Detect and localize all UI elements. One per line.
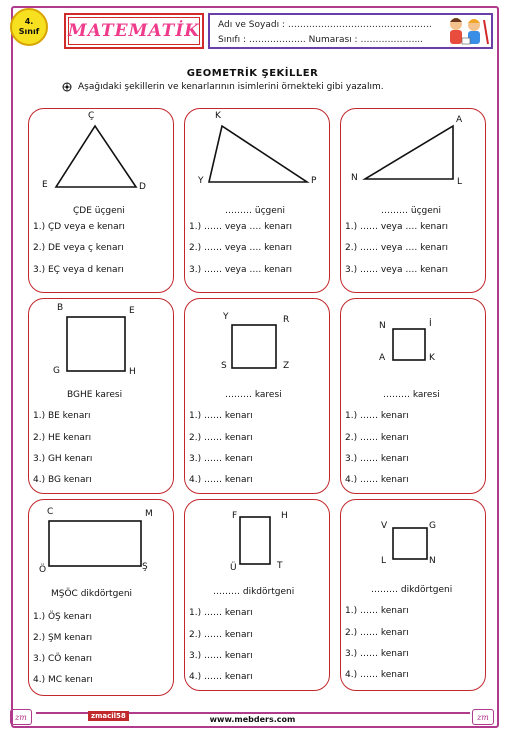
vertex-label: C	[47, 507, 54, 517]
class-line: Sınıfı : ………………. Numarası : ………………...	[218, 35, 424, 45]
instruction	[62, 82, 384, 92]
card-triangle-cde	[28, 108, 174, 293]
edge-line: 2.) HE kenarı	[33, 433, 92, 443]
edge-line: 1.) …… veya …. kenarı	[189, 222, 292, 232]
edge-line: 2.) …… kenarı	[345, 433, 409, 443]
square-yrsz-shape	[185, 299, 331, 389]
shape-name: ÇDE üçgeni	[73, 206, 125, 216]
square-bghe-shape	[29, 299, 175, 389]
instruction-text: Aşağıdaki şekillerin ve kenarlarının isimlerini örnekteki gibi yazalım.	[78, 82, 384, 92]
card-square-bghe	[28, 298, 174, 494]
shape-name: ……… dikdörtgeni	[371, 585, 453, 595]
edge-line: 1.) …… kenarı	[189, 608, 253, 618]
vertex-label: M	[145, 509, 153, 519]
kids-illustration-icon	[440, 14, 492, 48]
card-square-yrsz	[184, 298, 330, 494]
vertex-label: G	[53, 366, 60, 376]
author-tag: zmacil58	[88, 711, 129, 721]
vertex-label: A	[379, 353, 386, 363]
triangle-cde-shape	[29, 109, 175, 209]
card-triangle-kyp	[184, 108, 330, 293]
vertex-label: N	[429, 556, 436, 566]
edge-line: 3.) …… veya …. kenarı	[345, 265, 448, 275]
vertex-label: Z	[283, 361, 290, 371]
edge-line: 2.) …… veya …. kenarı	[345, 243, 448, 253]
name-line: Adı ve Soyadı : …………………………………………	[218, 20, 432, 30]
vertex-label: V	[381, 521, 388, 531]
vertex-label: G	[429, 521, 436, 531]
edge-line: 2.) …… kenarı	[189, 433, 253, 443]
edge-line: 3.) …… kenarı	[345, 454, 409, 464]
edge-line: 4.) …… kenarı	[345, 475, 409, 485]
shape-name: ……… üçgeni	[381, 206, 441, 216]
square-niak-shape	[341, 299, 487, 389]
rectangle-vgln-shape	[341, 500, 487, 590]
vertex-label: K	[429, 353, 435, 363]
edge-line: 1.) …… veya …. kenarı	[345, 222, 448, 232]
grade-number: 4.	[24, 17, 34, 26]
flower-bullet-icon	[62, 82, 72, 92]
shape-name: ……… karesi	[225, 390, 282, 400]
vertex-label: N	[351, 173, 358, 183]
edge-line: 3.) EÇ veya d kenarı	[33, 265, 124, 275]
logo-right: zm	[472, 709, 494, 725]
vertex-label: D	[139, 182, 146, 192]
edge-line: 1.) ÖŞ kenarı	[33, 612, 92, 622]
edge-line: 4.) MC kenarı	[33, 675, 93, 685]
footer-url[interactable]: www.mebders.com	[209, 715, 296, 724]
card-rectangle-fhut	[184, 499, 330, 691]
shape-name: ……… dikdörtgeni	[213, 587, 295, 597]
edge-line: 3.) …… kenarı	[345, 649, 409, 659]
edge-line: 1.) …… kenarı	[345, 411, 409, 421]
vertex-label: B	[57, 303, 64, 313]
vertex-label: N	[379, 321, 386, 331]
edge-line: 3.) …… veya …. kenarı	[189, 265, 292, 275]
card-square-niak	[340, 298, 486, 494]
edge-line: 1.) ÇD veya e kenarı	[33, 222, 125, 232]
rectangle-fhut-shape	[185, 500, 331, 590]
vertex-label: İ	[429, 319, 432, 329]
vertex-label: L	[457, 177, 463, 187]
edge-line: 3.) CÖ kenarı	[33, 654, 93, 664]
vertex-label: Y	[223, 312, 229, 322]
vertex-label: H	[129, 367, 136, 377]
edge-line: 4.) …… kenarı	[189, 475, 253, 485]
vertex-label: F	[232, 511, 238, 521]
logo-left: zm	[10, 709, 32, 725]
vertex-label: S	[221, 361, 227, 371]
vertex-label: Ü	[230, 563, 237, 573]
edge-line: 1.) …… kenarı	[345, 606, 409, 616]
edge-line: 2.) …… kenarı	[345, 628, 409, 638]
vertex-label: Ö	[39, 565, 47, 575]
vertex-label: E	[42, 180, 48, 190]
vertex-label: E	[129, 306, 135, 316]
edge-line: 3.) …… kenarı	[189, 454, 253, 464]
vertex-label: H	[281, 511, 288, 521]
edge-line: 4.) …… kenarı	[189, 672, 253, 682]
subject-title-box	[64, 13, 204, 49]
vertex-label: R	[283, 315, 290, 325]
shape-name: ……… üçgeni	[225, 206, 285, 216]
card-rectangle-vgln	[340, 499, 486, 691]
vertex-label: A	[456, 115, 463, 125]
shape-name: ……… karesi	[383, 390, 440, 400]
grade-badge	[10, 8, 48, 46]
edge-line: 1.) BE kenarı	[33, 411, 91, 421]
edge-line: 1.) …… kenarı	[189, 411, 253, 421]
edge-line: 2.) …… kenarı	[189, 630, 253, 640]
vertex-label: L	[381, 556, 387, 566]
vertex-label: Y	[198, 176, 204, 186]
card-rectangle-msoc	[28, 499, 174, 696]
edge-line: 3.) …… kenarı	[189, 651, 253, 661]
triangle-kyp-shape	[185, 109, 331, 209]
edge-line: 4.) BG kenarı	[33, 475, 92, 485]
shape-name: MŞÖC dikdörtgeni	[51, 589, 133, 599]
vertex-label: Ç	[88, 111, 95, 121]
shape-name: BGHE karesi	[67, 390, 123, 400]
edge-line: 3.) GH kenarı	[33, 454, 93, 464]
grade-word: Sınıf	[18, 27, 40, 36]
edge-line: 2.) ŞM kenarı	[33, 633, 93, 643]
vertex-label: Ş	[142, 562, 148, 572]
edge-line: 4.) …… kenarı	[345, 670, 409, 680]
triangle-anl-shape	[341, 109, 487, 209]
card-triangle-anl	[340, 108, 486, 293]
vertex-label: K	[215, 111, 221, 121]
edge-line: 2.) DE veya ç kenarı	[33, 243, 124, 253]
edge-line: 2.) …… veya …. kenarı	[189, 243, 292, 253]
subject-title: MATEMATİK	[67, 21, 201, 41]
vertex-label: P	[311, 176, 317, 186]
vertex-label: T	[277, 561, 283, 571]
worksheet-title: GEOMETRİK ŞEKİLLER	[186, 68, 319, 79]
